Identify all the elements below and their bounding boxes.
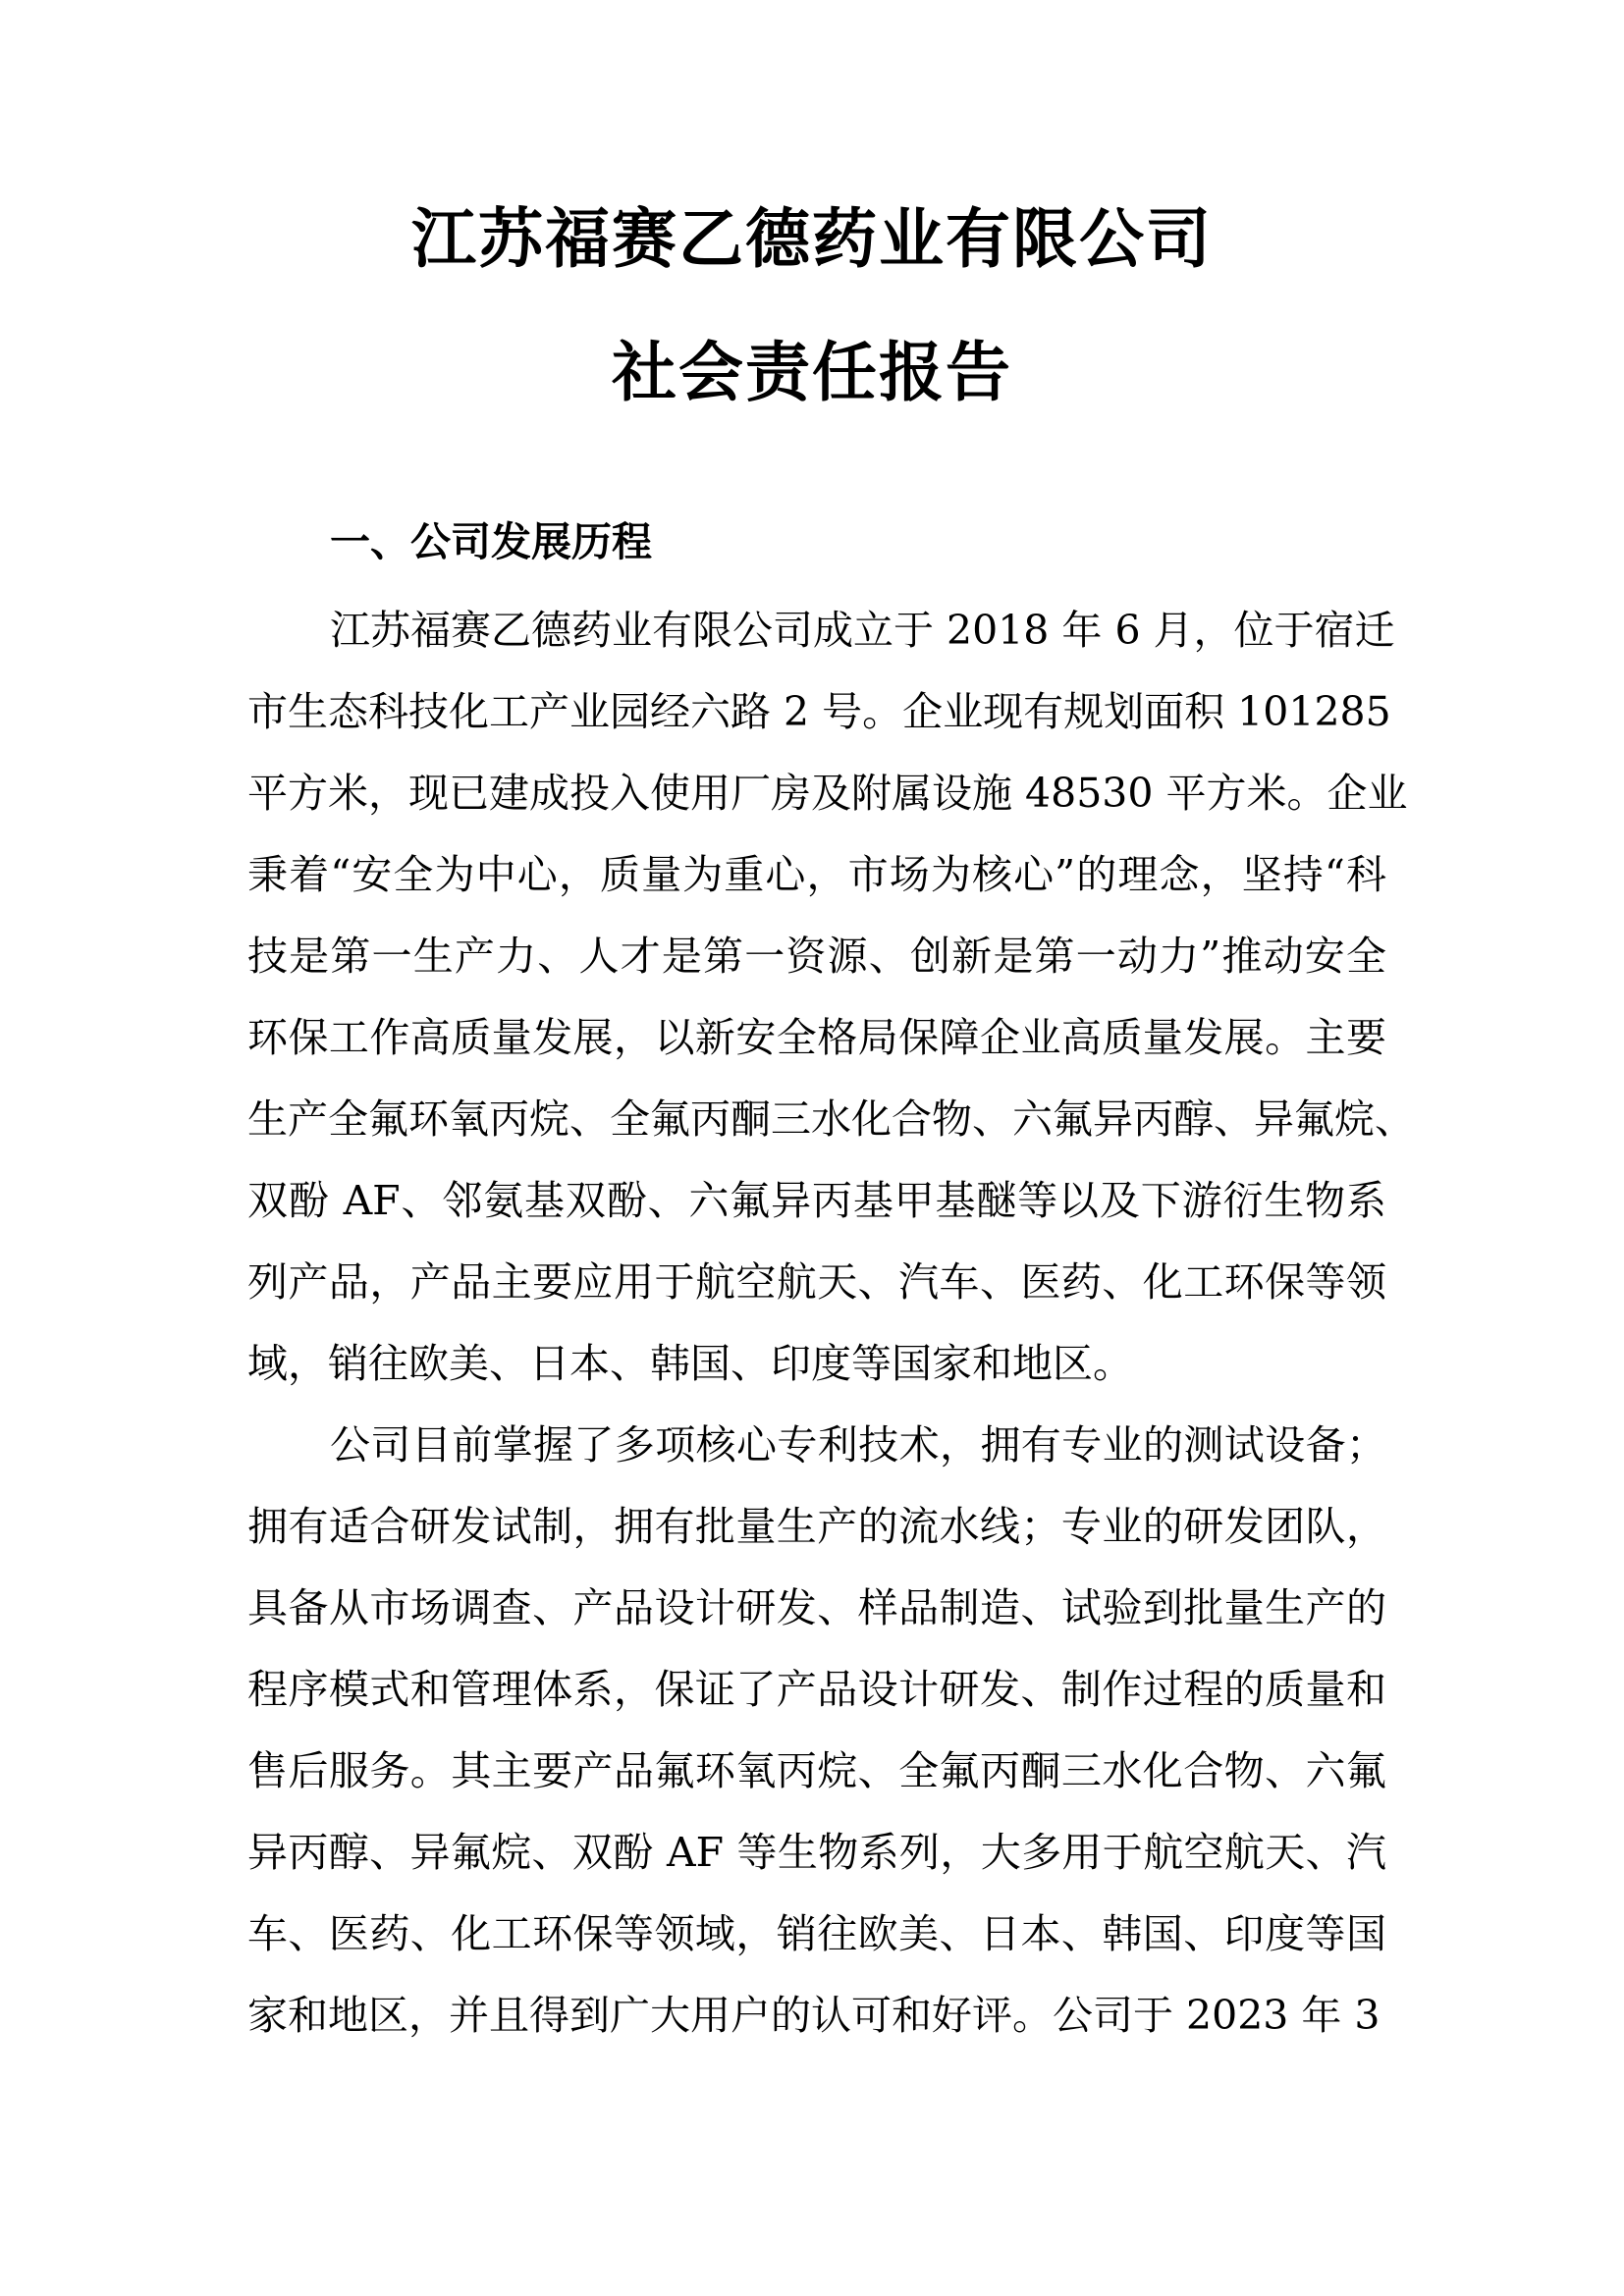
paragraph-2-line: 异丙醇、异氟烷、双酚 AF 等生物系列，大多用于航空航天、汽 xyxy=(247,1829,1386,1876)
paragraph-1-line: 秉着“安全为中心，质量为重心，市场为核心”的理念，坚持“科 xyxy=(247,851,1386,898)
paragraph-2-line: 家和地区，并且得到广大用户的认可和好评。公司于 2023 年 3 xyxy=(247,1992,1380,2039)
paragraph-1-line: 市生态科技化工产业园经六路 2 号。企业现有规划面积 101285 xyxy=(247,688,1391,735)
paragraph-1-line: 列产品，产品主要应用于航空航天、汽车、医药、化工环保等领 xyxy=(247,1258,1386,1306)
paragraph-2-line: 程序模式和管理体系，保证了产品设计研发、制作过程的质量和 xyxy=(247,1666,1386,1713)
paragraph-2-line: 车、医药、化工环保等领域，销往欧美、日本、韩国、印度等国 xyxy=(247,1910,1386,1957)
paragraph-1-line: 环保工作高质量发展，以新安全格局保障企业高质量发展。主要 xyxy=(247,1014,1386,1061)
paragraph-1-line: 双酚 AF、邻氨基双酚、六氟异丙基甲基醚等以及下游衍生物系 xyxy=(247,1177,1386,1224)
paragraph-2-line: 公司目前掌握了多项核心专利技术，拥有专业的测试设备； xyxy=(330,1421,1386,1468)
paragraph-1-line: 平方米，现已建成投入使用厂房及附属设施 48530 平方米。企业 xyxy=(247,770,1408,817)
paragraph-1-line: 江苏福赛乙德药业有限公司成立于 2018 年 6 月，位于宿迁 xyxy=(330,607,1395,654)
document-title-company: 江苏福赛乙德药业有限公司 xyxy=(411,200,1213,277)
paragraph-2-line: 拥有适合研发试制，拥有批量生产的流水线；专业的研发团队， xyxy=(247,1503,1386,1550)
paragraph-1-line: 域，销往欧美、日本、韩国、印度等国家和地区。 xyxy=(247,1340,1133,1387)
section-heading-company-history: 一、公司发展历程 xyxy=(330,518,652,565)
document-title-report: 社会责任报告 xyxy=(612,334,1012,410)
paragraph-1-line: 技是第一生产力、人才是第一资源、创新是第一动力”推动安全 xyxy=(247,933,1386,980)
paragraph-2-line: 售后服务。其主要产品氟环氧丙烷、全氟丙酮三水化合物、六氟 xyxy=(247,1747,1386,1794)
paragraph-1-line: 生产全氟环氧丙烷、全氟丙酮三水化合物、六氟异丙醇、异氟烷、 xyxy=(247,1095,1415,1143)
paragraph-2-line: 具备从市场调查、产品设计研发、样品制造、试验到批量生产的 xyxy=(247,1584,1386,1631)
